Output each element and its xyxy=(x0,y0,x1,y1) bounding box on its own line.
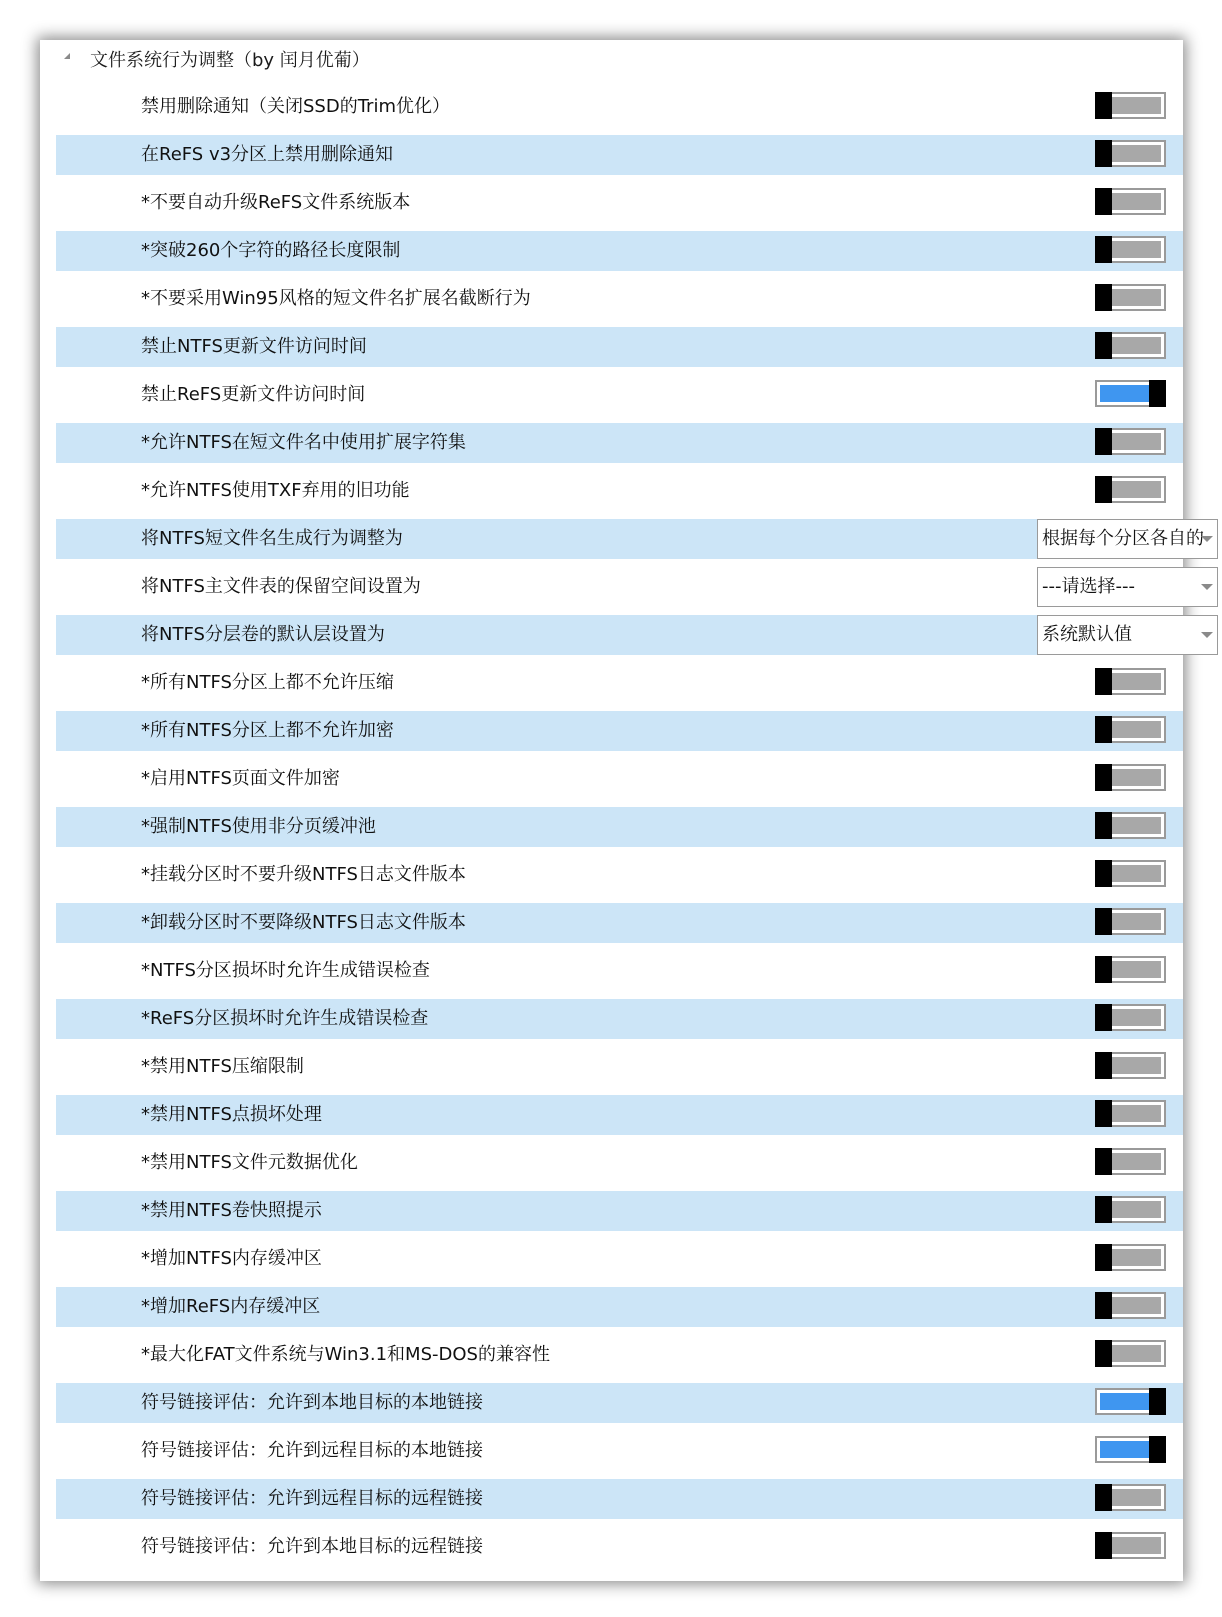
setting-toggle[interactable] xyxy=(1095,860,1166,887)
setting-label: *禁用NTFS文件元数据优化 xyxy=(141,1152,358,1173)
setting-toggle[interactable] xyxy=(1095,1100,1166,1127)
setting-row xyxy=(56,615,1183,655)
toggle-knob[interactable] xyxy=(1095,1100,1112,1127)
setting-toggle[interactable] xyxy=(1095,668,1166,695)
toggle-knob[interactable] xyxy=(1095,764,1112,791)
setting-row xyxy=(56,279,1183,319)
toggle-knob[interactable] xyxy=(1095,860,1112,887)
toggle-knob[interactable] xyxy=(1095,332,1112,359)
setting-toggle[interactable] xyxy=(1095,1196,1166,1223)
setting-label: *强制NTFS使用非分页缓冲池 xyxy=(141,816,376,837)
setting-row xyxy=(56,231,1183,271)
setting-row xyxy=(56,855,1183,895)
toggle-knob[interactable] xyxy=(1095,956,1112,983)
setting-toggle[interactable] xyxy=(1095,1532,1166,1559)
setting-toggle[interactable] xyxy=(1095,716,1166,743)
setting-label: 将NTFS分层卷的默认层设置为 xyxy=(141,624,385,645)
toggle-knob[interactable] xyxy=(1149,1436,1166,1463)
setting-label: *ReFS分区损坏时允许生成错误检查 xyxy=(141,1008,429,1029)
setting-toggle[interactable] xyxy=(1095,1052,1166,1079)
setting-row xyxy=(56,1479,1183,1519)
setting-label: *增加NTFS内存缓冲区 xyxy=(141,1248,322,1269)
setting-label: 禁用删除通知（关闭SSD的Trim优化） xyxy=(141,96,450,117)
setting-toggle[interactable] xyxy=(1095,332,1166,359)
toggle-knob[interactable] xyxy=(1095,908,1112,935)
setting-label: *禁用NTFS点损坏处理 xyxy=(141,1104,322,1125)
toggle-knob[interactable] xyxy=(1095,1532,1112,1559)
setting-toggle[interactable] xyxy=(1095,1004,1166,1031)
group-header[interactable] xyxy=(40,40,1183,80)
setting-dropdown[interactable] xyxy=(1037,567,1218,607)
setting-toggle[interactable] xyxy=(1095,1292,1166,1319)
setting-label: *增加ReFS内存缓冲区 xyxy=(141,1296,321,1317)
setting-label: 在ReFS v3分区上禁用删除通知 xyxy=(141,144,394,165)
setting-row xyxy=(56,759,1183,799)
setting-label: 禁止ReFS更新文件访问时间 xyxy=(141,384,366,405)
setting-toggle[interactable] xyxy=(1095,1484,1166,1511)
setting-toggle[interactable] xyxy=(1095,1148,1166,1175)
setting-dropdown[interactable] xyxy=(1037,615,1218,655)
dropdown-value: 系统默认值 xyxy=(1042,624,1132,645)
setting-label: *挂载分区时不要升级NTFS日志文件版本 xyxy=(141,864,466,885)
setting-toggle[interactable] xyxy=(1095,380,1166,407)
setting-label: 符号链接评估：允许到本地目标的远程链接 xyxy=(141,1536,483,1557)
setting-toggle[interactable] xyxy=(1095,284,1166,311)
setting-row xyxy=(56,87,1183,127)
settings-panel xyxy=(40,40,1204,1581)
setting-toggle[interactable] xyxy=(1095,956,1166,983)
toggle-knob[interactable] xyxy=(1095,1244,1112,1271)
toggle-knob[interactable] xyxy=(1095,716,1112,743)
setting-row xyxy=(56,951,1183,991)
setting-toggle[interactable] xyxy=(1095,764,1166,791)
setting-toggle[interactable] xyxy=(1095,1340,1166,1367)
setting-toggle[interactable] xyxy=(1095,140,1166,167)
setting-row xyxy=(56,1047,1183,1087)
toggle-knob[interactable] xyxy=(1095,476,1112,503)
setting-row xyxy=(56,903,1183,943)
setting-label: 符号链接评估：允许到远程目标的远程链接 xyxy=(141,1488,483,1509)
toggle-knob[interactable] xyxy=(1095,1196,1112,1223)
setting-toggle[interactable] xyxy=(1095,1244,1166,1271)
setting-label: *禁用NTFS卷快照提示 xyxy=(141,1200,322,1221)
toggle-knob[interactable] xyxy=(1149,1388,1166,1415)
group-title: 文件系统行为调整（by 闰月优葡） xyxy=(90,50,370,71)
setting-row xyxy=(56,567,1183,607)
toggle-knob[interactable] xyxy=(1095,1004,1112,1031)
toggle-knob[interactable] xyxy=(1095,668,1112,695)
toggle-knob[interactable] xyxy=(1095,1484,1112,1511)
setting-toggle[interactable] xyxy=(1095,1388,1166,1415)
setting-row xyxy=(56,1239,1183,1279)
setting-label: *突破260个字符的路径长度限制 xyxy=(141,240,401,261)
setting-toggle[interactable] xyxy=(1095,236,1166,263)
setting-toggle[interactable] xyxy=(1095,428,1166,455)
setting-label: 将NTFS短文件名生成行为调整为 xyxy=(141,528,403,549)
setting-label: *所有NTFS分区上都不允许压缩 xyxy=(141,672,394,693)
setting-row xyxy=(56,999,1183,1039)
chevron-down-icon[interactable] xyxy=(1201,536,1213,542)
toggle-knob[interactable] xyxy=(1095,188,1112,215)
setting-toggle[interactable] xyxy=(1095,908,1166,935)
setting-row xyxy=(56,1287,1183,1327)
setting-row xyxy=(56,1431,1183,1471)
setting-label: *最大化FAT文件系统与Win3.1和MS-DOS的兼容性 xyxy=(141,1344,550,1365)
toggle-knob[interactable] xyxy=(1095,428,1112,455)
toggle-knob[interactable] xyxy=(1095,1340,1112,1367)
setting-toggle[interactable] xyxy=(1095,812,1166,839)
setting-label: 符号链接评估：允许到远程目标的本地链接 xyxy=(141,1440,483,1461)
toggle-knob[interactable] xyxy=(1095,284,1112,311)
setting-label: 符号链接评估：允许到本地目标的本地链接 xyxy=(141,1392,483,1413)
toggle-knob[interactable] xyxy=(1095,236,1112,263)
setting-label: *禁用NTFS压缩限制 xyxy=(141,1056,304,1077)
setting-toggle[interactable] xyxy=(1095,188,1166,215)
setting-row xyxy=(56,1383,1183,1423)
setting-dropdown[interactable] xyxy=(1037,519,1218,559)
chevron-down-icon[interactable] xyxy=(1201,584,1213,590)
setting-row xyxy=(56,1191,1183,1231)
setting-toggle[interactable] xyxy=(1095,476,1166,503)
toggle-knob[interactable] xyxy=(1095,92,1112,119)
setting-row xyxy=(56,519,1204,559)
setting-row xyxy=(56,1143,1183,1183)
setting-row xyxy=(56,375,1183,415)
setting-row xyxy=(56,135,1183,175)
toggle-knob[interactable] xyxy=(1095,140,1112,167)
toggle-knob[interactable] xyxy=(1095,1148,1112,1175)
toggle-knob[interactable] xyxy=(1095,1052,1112,1079)
setting-row xyxy=(56,663,1183,703)
setting-label: *所有NTFS分区上都不允许加密 xyxy=(141,720,394,741)
toggle-knob[interactable] xyxy=(1095,1292,1112,1319)
setting-label: *允许NTFS在短文件名中使用扩展字符集 xyxy=(141,432,466,453)
setting-label: *卸载分区时不要降级NTFS日志文件版本 xyxy=(141,912,466,933)
setting-row xyxy=(56,471,1183,511)
setting-toggle[interactable] xyxy=(1095,92,1166,119)
toggle-knob[interactable] xyxy=(1095,812,1112,839)
setting-toggle[interactable] xyxy=(1095,1436,1166,1463)
setting-row xyxy=(56,807,1183,847)
chevron-down-icon[interactable] xyxy=(1201,632,1213,638)
toggle-knob[interactable] xyxy=(1149,380,1166,407)
setting-row xyxy=(56,1527,1183,1567)
dropdown-value: 根据每个分区各自的 xyxy=(1042,528,1204,549)
setting-row xyxy=(56,1095,1183,1135)
setting-label: 将NTFS主文件表的保留空间设置为 xyxy=(141,576,421,597)
setting-row xyxy=(56,1335,1183,1375)
setting-row xyxy=(56,327,1183,367)
setting-label: 禁止NTFS更新文件访问时间 xyxy=(141,336,367,357)
setting-row xyxy=(56,711,1183,751)
settings-list xyxy=(56,87,1204,1575)
collapse-triangle-icon[interactable] xyxy=(64,53,70,59)
setting-label: *不要自动升级ReFS文件系统版本 xyxy=(141,192,411,213)
dropdown-value: ---请选择--- xyxy=(1042,576,1135,597)
setting-label: *NTFS分区损坏时允许生成错误检查 xyxy=(141,960,430,981)
setting-row xyxy=(56,183,1183,223)
setting-row xyxy=(56,423,1183,463)
setting-label: *不要采用Win95风格的短文件名扩展名截断行为 xyxy=(141,288,531,309)
setting-label: *启用NTFS页面文件加密 xyxy=(141,768,340,789)
setting-label: *允许NTFS使用TXF弃用的旧功能 xyxy=(141,480,410,501)
